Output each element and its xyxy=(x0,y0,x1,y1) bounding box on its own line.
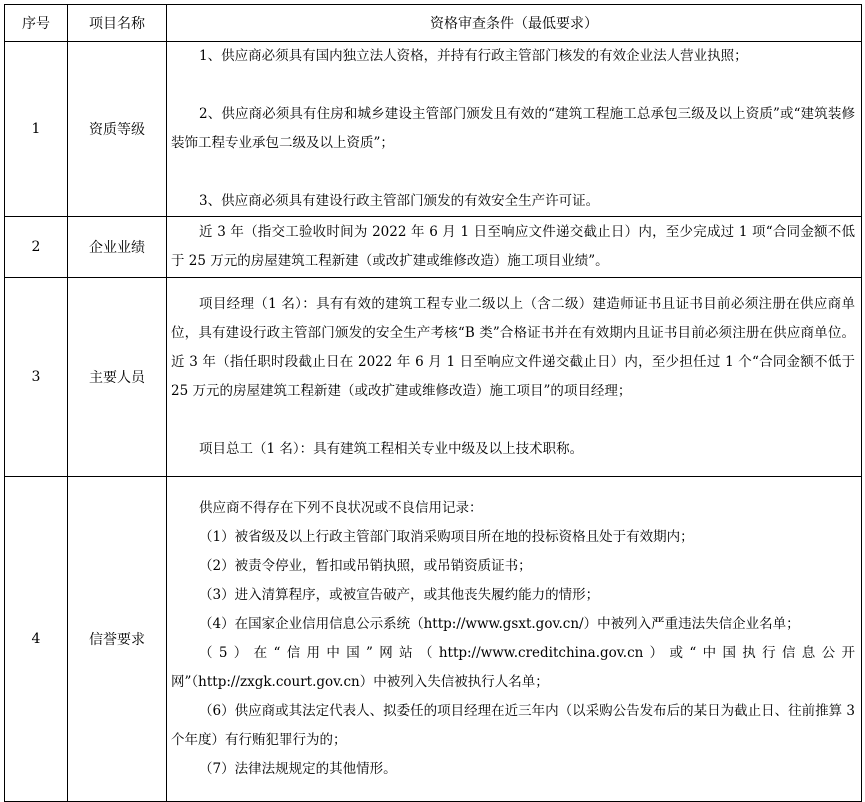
condition-text: （6）供应商或其法定代表人、拟委任的项目经理在近三年内（以采购公告发布后的某日为截止日、往前推算 3 个年度）有行贿犯罪行为的； xyxy=(171,703,855,748)
header-row xyxy=(5,5,862,42)
row-no: 3 xyxy=(5,278,68,477)
condition-text: 3、供应商必须具有建设行政主管部门颁发的有效安全生产许可证。 xyxy=(199,193,600,209)
condition-text: 2、供应商必须具有住房和城乡建设主管部门颁发且有效的“建筑工程施工总承包三级及以上资质”或“建筑装修装饰工程专业承包二级及以上资质”； xyxy=(171,106,855,151)
condition-text: 项目经理（1 名）：具有有效的建筑工程专业二级以上（含二级）建造师证书且证书目前必须注册在供应商单位，具有建设行政主管部门颁发的安全生产考核“B 类”合格证书并在有效期内且证书目前必须注册在供应商单位。近 3 年（指任职时段截止日在 2022 年 6 月 1 日至响应文件递交截止日）内，至少担任过 1 个“合同金额不低于 25 万元的房屋建筑工程新建（或改扩建或维修改造）施工项目”的项目经理； xyxy=(171,296,855,399)
header-cond: 资格审查条件（最低要求） xyxy=(167,5,862,42)
condition-text: 供应商不得存在下列不良状况或不良信用记录： xyxy=(199,500,483,516)
condition-text: （5）在“信用中国”网站（http://www.creditchina.gov.cn）或“中国执行信息公开网”（http://zxgk.court.gov.cn）中被列入失信被执行人名单； xyxy=(171,645,855,690)
header-no: 序号 xyxy=(5,5,68,42)
row-name: 信誉要求 xyxy=(68,477,167,802)
condition-text: 项目总工（1 名）：具有建筑工程相关专业中级及以上技术职称。 xyxy=(199,441,584,457)
table-row xyxy=(5,42,862,217)
condition-text: 近 3 年（指交工验收时间为 2022 年 6 月 1 日至响应文件递交截止日）内，至少完成过 1 项“合同金额不低于 25 万元的房屋建筑工程新建（或改扩建或维修改造）施工项目业绩”。 xyxy=(171,224,855,269)
table-row xyxy=(5,278,862,477)
row-conditions xyxy=(167,278,862,477)
condition-text: （7）法律法规规定的其他情形。 xyxy=(199,761,397,777)
header-name: 项目名称 xyxy=(68,5,167,42)
table-row xyxy=(5,477,862,802)
condition-text: （1）被省级及以上行政主管部门取消采购项目所在地的投标资格且处于有效期内； xyxy=(199,529,694,545)
qualification-table xyxy=(4,4,862,802)
condition-text: （4）在国家企业信用信息公示系统（http://www.gsxt.gov.cn/）中被列入严重违法失信企业名单； xyxy=(199,616,800,632)
row-name: 资质等级 xyxy=(68,42,167,217)
condition-text: 1、供应商必须具有国内独立法人资格，并持有行政主管部门核发的有效企业法人营业执照； xyxy=(199,48,748,64)
condition-text: （2）被责令停业，暂扣或吊销执照，或吊销资质证书； xyxy=(199,558,532,574)
row-name: 企业业绩 xyxy=(68,217,167,278)
row-conditions xyxy=(167,477,862,802)
row-conditions xyxy=(167,42,862,217)
table-row xyxy=(5,217,862,278)
row-no: 4 xyxy=(5,477,68,802)
row-conditions xyxy=(167,217,862,278)
row-no: 1 xyxy=(5,42,68,217)
row-no: 2 xyxy=(5,217,68,278)
condition-text: （3）进入清算程序，或被宣告破产，或其他丧失履约能力的情形； xyxy=(199,587,600,603)
row-name: 主要人员 xyxy=(68,278,167,477)
